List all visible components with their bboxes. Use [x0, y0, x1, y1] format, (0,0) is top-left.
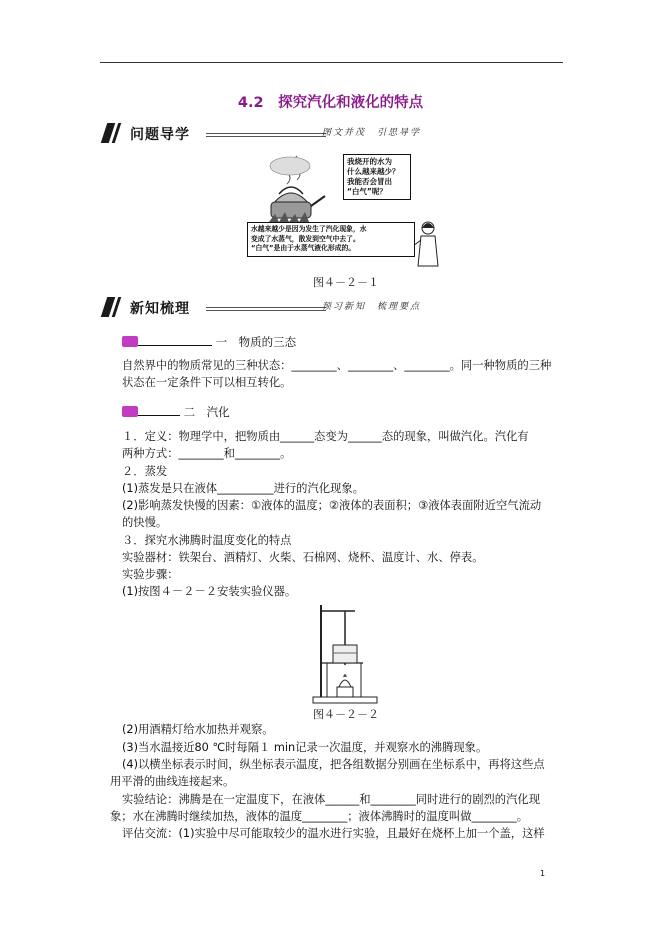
text-line: (1)蒸发是只在液体__________进行的汽化现象。	[122, 482, 364, 495]
bubble-line: 我能否会冒出	[347, 177, 392, 186]
text-line: １．定义：物理学中，把物质由______态变为______态的现象，叫做汽化。汽化有	[122, 430, 529, 443]
bubble-line: “白气”是由于水蒸气液化形成的。	[251, 244, 356, 252]
speech-bubble-answer	[247, 222, 415, 257]
text-line: (1)按图４－２－２安装实验仪器。	[122, 585, 297, 598]
point-heading-2	[122, 404, 230, 420]
page-title: 4.2 探究汽化和液化的特点	[237, 95, 424, 111]
bubble-line: “白气”呢？	[347, 187, 387, 196]
bubble-line: 我烧开的水为	[347, 157, 392, 166]
text-line: 象；水在沸腾时继续加热，液体的温度________；液体沸腾时的温度叫做________。	[110, 810, 528, 823]
bubble-line: 水越来越少是因为发生了汽化现象，水	[251, 225, 367, 233]
heading-underline	[138, 404, 180, 416]
section-title: 新知梳理	[130, 301, 190, 317]
text-line: ３．探究水沸腾时温度变化的特点	[122, 534, 292, 547]
apparatus-illustration	[305, 601, 385, 705]
section-subtitle: 预习新知 梳理要点	[322, 302, 422, 312]
bubble-line: 什么越来越少？	[347, 167, 400, 176]
text-line: 用平滑的曲线连接起来。	[110, 775, 235, 788]
section-header-knowledge	[104, 297, 424, 321]
point-heading-text: 一 物质的三态	[215, 335, 297, 349]
text-line: (3)当水温接近80 ℃时每隔１ min记录一次温度，并观察水的沸腾现象。	[122, 741, 488, 754]
bubble-line: 变成了水蒸气，散发到空气中去了。	[251, 234, 360, 243]
section-divider	[206, 133, 326, 137]
section-subtitle: 图文并茂 引思导学	[322, 128, 422, 138]
point-heading-text: 二 汽化	[183, 405, 230, 419]
text-line: ２．蒸发	[122, 465, 168, 478]
text-line: 自然界中的物质常见的三种状态：________、________、________。同一种物质的三种	[122, 359, 552, 372]
text-line: 实验结论：沸腾是在一定温度下，在液体______和________同时进行的剧烈的汽化现	[122, 793, 540, 806]
text-line: 的快慢。	[122, 516, 168, 529]
point-marker-icon	[122, 336, 138, 347]
figure-boiling-apparatus	[305, 601, 385, 705]
section-header-problem-guide	[104, 123, 424, 147]
figure1-caption: 图４－２－１	[313, 276, 379, 289]
figure-kettle-dialogue	[245, 152, 450, 272]
text-line: (2)影响蒸发快慢的因素：①液体的温度；②液体的表面积；③液体表面附近空气流动	[122, 499, 542, 512]
figure2-caption: 图４－２－２	[313, 708, 379, 721]
heading-underline	[138, 334, 212, 346]
text-line: 实验步骤：	[122, 568, 179, 581]
point-marker-icon	[122, 406, 138, 417]
text-line: 评估交流：(1)实验中尽可能取较少的温水进行实验，且最好在烧杯上加一个盖，这样	[122, 827, 545, 840]
section-divider	[206, 307, 326, 311]
text-line: (2)用酒精灯给水加热并观察。	[122, 723, 274, 736]
top-rule	[100, 62, 563, 63]
text-line: (4)以横坐标表示时间，纵坐标表示温度，把各组数据分别画在坐标系中，再将这些点	[122, 758, 545, 771]
text-line: 两种方式：________和________。	[122, 447, 292, 460]
text-line: 实验器材：铁架台、酒精灯、火柴、石棉网、烧杯、温度计、水、停表。	[122, 551, 484, 564]
section-title: 问题导学	[130, 127, 190, 143]
page-number: 1	[540, 869, 546, 878]
speech-bubble-question	[343, 154, 411, 200]
text-line: 状态在一定条件下可以相互转化。	[122, 376, 292, 389]
point-heading-1	[122, 334, 296, 350]
